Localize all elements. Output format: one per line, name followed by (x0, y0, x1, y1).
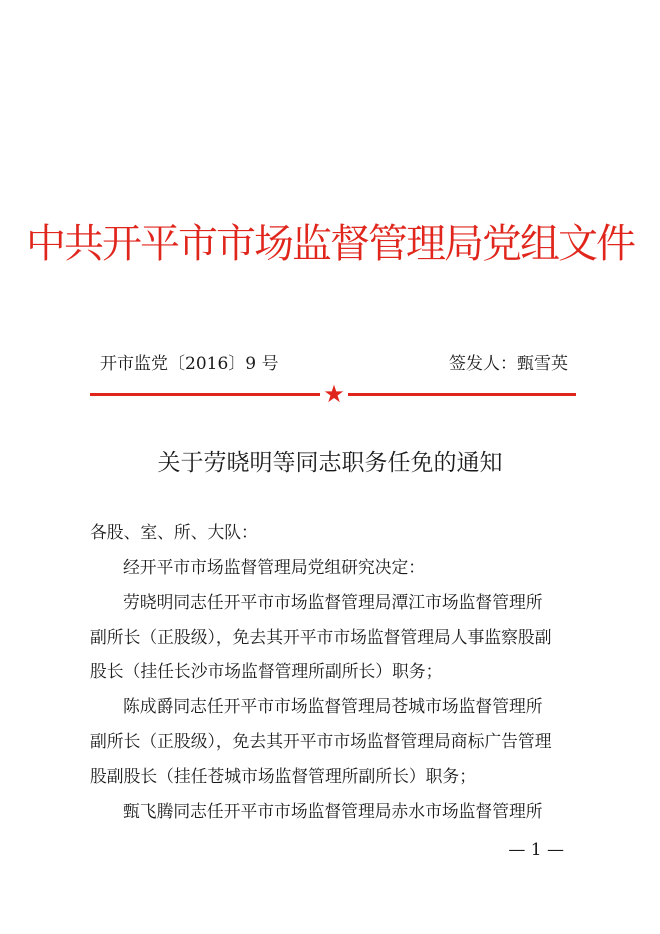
notice-body (90, 550, 576, 828)
salutation: 各股、室、所、大队： (90, 522, 258, 542)
page-number: — 1 — (508, 840, 564, 860)
notice-title: 关于劳晓明等同志职务任免的通知 (157, 450, 503, 476)
red-rule-left (90, 393, 320, 396)
body-line: 甄飞腾同志任开平市市场监督管理局赤水市场监督管理所 (123, 800, 543, 821)
body-line: 陈成爵同志任开平市市场监督管理局苍城市场监督管理所 (123, 696, 543, 717)
signer: 签发人：甄雪英 (449, 354, 568, 374)
body-line: 劳晓明同志任开平市市场监督管理局潭江市场监督管理所 (123, 591, 543, 612)
body-line: 副所长（正股级），免去其开平市市场监督管理局商标广告管理 (90, 730, 552, 751)
body-line: 经开平市市场监督管理局党组研究决定： (123, 557, 426, 577)
document-header-title: 中共开平市市场监督管理局党组文件 (26, 221, 634, 267)
body-line: 股副股长（挂任苍城市场监督管理所副所长）职务； (90, 765, 476, 786)
star-icon: ★ (323, 380, 345, 408)
body-line: 股长（挂任长沙市场监督管理所副所长）职务； (90, 661, 443, 682)
red-rule-right (348, 393, 576, 396)
document-number: 开市监党〔2016〕9 号 (100, 354, 279, 374)
body-line: 副所长（正股级），免去其开平市市场监督管理局人事监察股副 (90, 626, 552, 647)
